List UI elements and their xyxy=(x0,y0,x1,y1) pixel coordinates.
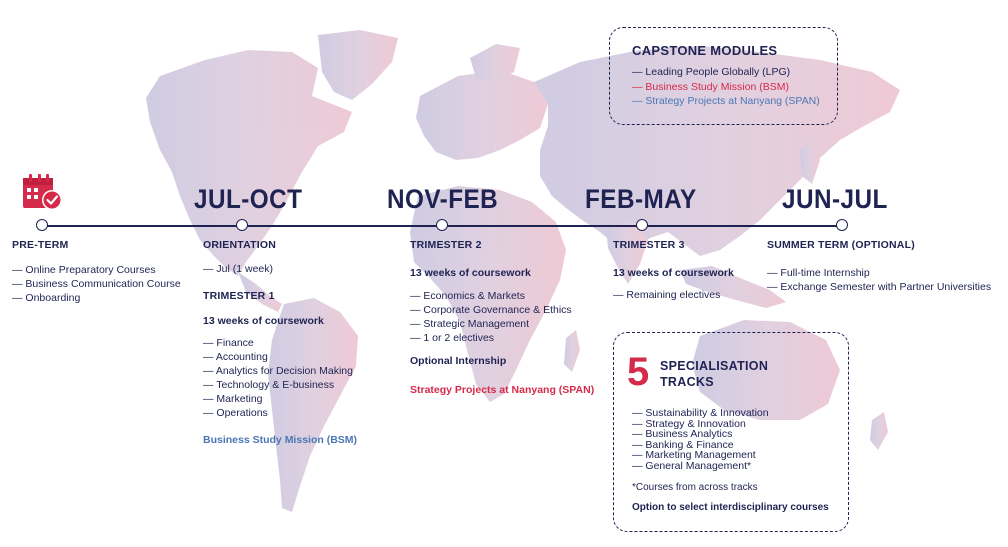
preterm-item: — Online Preparatory Courses xyxy=(12,263,181,277)
summer-list xyxy=(767,266,991,294)
timeline-dot-preterm xyxy=(36,219,48,231)
trimester1-coursework: 13 weeks of coursework xyxy=(203,315,324,327)
trimester2-list xyxy=(410,289,572,345)
trimester2-item: — Corporate Governance & Ethics xyxy=(410,303,572,317)
specialisation-title-line1: SPECIALISATION xyxy=(660,359,769,373)
specialisation-item: — Business Analytics xyxy=(632,429,769,440)
capstone-title: CAPSTONE MODULES xyxy=(632,43,778,58)
trimester1-item: — Analytics for Decision Making xyxy=(203,364,353,378)
trimester2-item: — 1 or 2 electives xyxy=(410,331,572,345)
capstone-item-bsm: — Business Study Mission (BSM) xyxy=(632,80,820,95)
new-zealand-shape xyxy=(870,412,888,450)
trimester1-item: — Finance xyxy=(203,336,353,350)
orientation-item: — Jul (1 week) xyxy=(203,262,273,276)
specialisation-item: — Sustainability & Innovation xyxy=(632,408,769,419)
timeline-dot-nov-feb xyxy=(436,219,448,231)
specialisation-item: — General Management* xyxy=(632,461,769,472)
specialisation-option: Option to select interdisciplinary courses xyxy=(632,502,829,513)
trimester1-item: — Technology & E-business xyxy=(203,378,353,392)
orientation-heading: ORIENTATION xyxy=(203,239,276,251)
preterm-heading: PRE-TERM xyxy=(12,239,69,251)
trimester1-highlight: Business Study Mission (BSM) xyxy=(203,434,358,446)
trimester2-heading: TRIMESTER 2 xyxy=(410,239,482,251)
trimester1-heading: TRIMESTER 1 xyxy=(203,290,275,302)
trimester1-item: — Operations xyxy=(203,406,353,420)
specialisation-list xyxy=(632,408,769,471)
timeline-dot-feb-may xyxy=(636,219,648,231)
specialisation-item: — Banking & Finance xyxy=(632,440,769,451)
specialisation-title-line2: TRACKS xyxy=(660,375,714,389)
trimester1-item: — Marketing xyxy=(203,392,353,406)
trimester2-item: — Strategic Management xyxy=(410,317,572,331)
summer-item: — Full-time Internship xyxy=(767,266,991,280)
trimester2-highlight: Strategy Projects at Nanyang (SPAN) xyxy=(410,384,595,396)
period-feb-may: FEB-MAY xyxy=(585,184,697,214)
timeline-dot-jul-oct xyxy=(236,219,248,231)
period-nov-feb: NOV-FEB xyxy=(387,184,499,214)
summer-item: — Exchange Semester with Partner Universities xyxy=(767,280,991,294)
europe-shape xyxy=(416,70,548,160)
specialisation-note: *Courses from across tracks xyxy=(632,482,758,493)
capstone-item-lpg: — Leading People Globally (LPG) xyxy=(632,65,820,80)
trimester2-item: — Economics & Markets xyxy=(410,289,572,303)
capstone-list xyxy=(632,65,820,109)
greenland-shape xyxy=(318,30,398,100)
trimester2-optional: Optional Internship xyxy=(410,355,507,367)
period-jul-oct: JUL-OCT xyxy=(194,184,303,214)
preterm-item: — Onboarding xyxy=(12,291,181,305)
specialisation-item: — Marketing Management xyxy=(632,450,769,461)
specialisation-item: — Strategy & Innovation xyxy=(632,419,769,430)
trimester3-item: — Remaining electives xyxy=(613,288,720,302)
timeline-dot-jun-jul xyxy=(836,219,848,231)
orientation-list xyxy=(203,262,273,276)
specialisation-number: 5 xyxy=(627,350,650,394)
summer-heading: SUMMER TERM (OPTIONAL) xyxy=(767,239,915,251)
preterm-item: — Business Communication Course xyxy=(12,277,181,291)
trimester3-coursework: 13 weeks of coursework xyxy=(613,267,734,279)
capstone-item-span: — Strategy Projects at Nanyang (SPAN) xyxy=(632,94,820,109)
trimester3-heading: TRIMESTER 3 xyxy=(613,239,685,251)
period-jun-jul: JUN-JUL xyxy=(782,184,888,214)
trimester1-item: — Accounting xyxy=(203,350,353,364)
trimester3-list xyxy=(613,288,720,302)
trimester2-coursework: 13 weeks of coursework xyxy=(410,267,531,279)
preterm-list xyxy=(12,263,181,305)
calendar-check-icon xyxy=(22,173,64,213)
trimester1-list xyxy=(203,336,353,420)
specialisation-title xyxy=(660,358,768,390)
